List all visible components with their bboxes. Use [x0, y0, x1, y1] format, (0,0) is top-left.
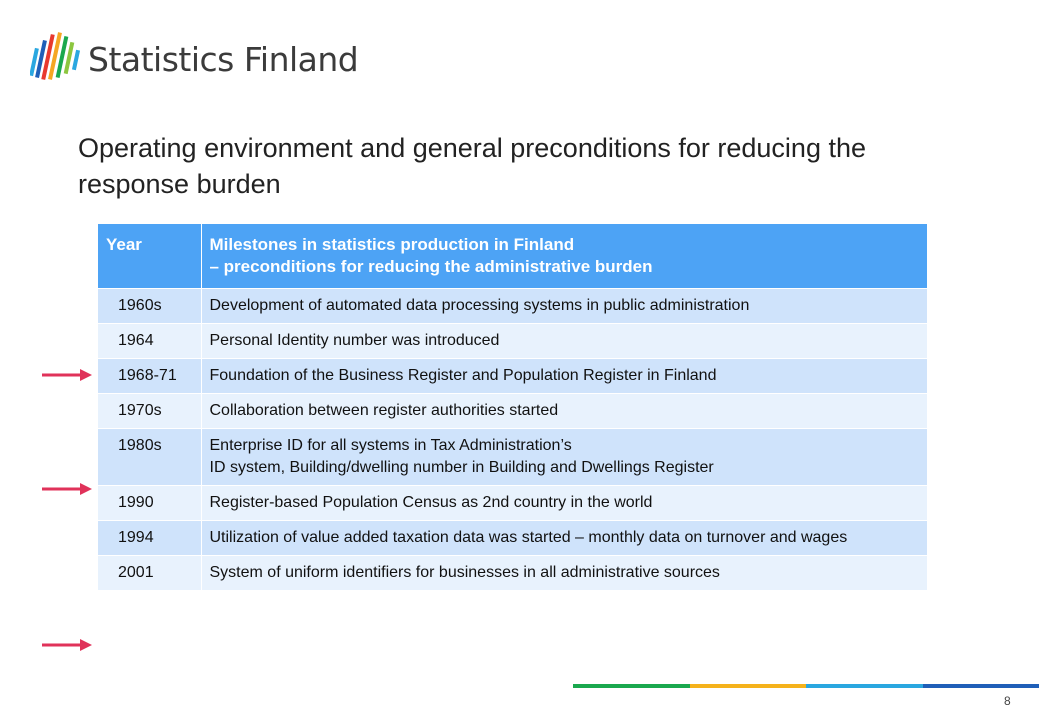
row-text: Collaboration between register authorities started	[201, 394, 928, 429]
row-text: Enterprise ID for all systems in Tax Administration’s ID system, Building/dwelling number in Building and Dwellings Register	[201, 429, 928, 486]
page-number: 8	[1004, 694, 1011, 708]
footer-segment-lightblue	[806, 684, 923, 688]
row-year: 1994	[98, 521, 201, 556]
table-row	[98, 324, 928, 359]
milestones-table	[98, 224, 928, 590]
arrow-icon-1980s	[42, 481, 94, 497]
logo-bars-icon	[30, 30, 82, 90]
table-row	[98, 289, 928, 324]
table-row	[98, 486, 928, 521]
table-row	[98, 429, 928, 486]
row-year: 1968-71	[98, 359, 201, 394]
row-year: 2001	[98, 556, 201, 591]
row-year: 1964	[98, 324, 201, 359]
row-text: System of uniform identifiers for businesses in all administrative sources	[201, 556, 928, 591]
slide-title: Operating environment and general preconditions for reducing the response burden	[78, 133, 866, 199]
row-year: 1960s	[98, 289, 201, 324]
footer-segment-darkblue	[923, 684, 1040, 688]
footer-segment-green	[573, 684, 690, 688]
row-year: 1980s	[98, 429, 201, 486]
header-milestones	[201, 224, 928, 289]
arrow-icon-2001	[42, 637, 94, 653]
table-row	[98, 394, 928, 429]
row-year: 1970s	[98, 394, 201, 429]
table-row	[98, 521, 928, 556]
arrow-icon-1964	[42, 367, 94, 383]
statistics-finland-logo	[30, 30, 370, 90]
row-text: Foundation of the Business Register and Population Register in Finland	[201, 359, 928, 394]
row-year: 1990	[98, 486, 201, 521]
header-milestones-line1: Milestones in statistics production in Finland	[209, 235, 575, 254]
row-text: Personal Identity number was introduced	[201, 324, 928, 359]
table-header-row	[98, 224, 928, 289]
row-text: Utilization of value added taxation data was started – monthly data on turnover and wages	[201, 521, 928, 556]
row-text: Register-based Population Census as 2nd country in the world	[201, 486, 928, 521]
logo-text: Statistics Finland	[88, 40, 359, 79]
header-milestones-line2: – preconditions for reducing the administrative burden	[209, 257, 653, 276]
footer-segment-yellow	[690, 684, 807, 688]
row-text: Development of automated data processing systems in public administration	[201, 289, 928, 324]
table-row	[98, 556, 928, 591]
table-row	[98, 359, 928, 394]
footer-color-line	[573, 684, 1039, 688]
header-year: Year	[98, 224, 201, 289]
